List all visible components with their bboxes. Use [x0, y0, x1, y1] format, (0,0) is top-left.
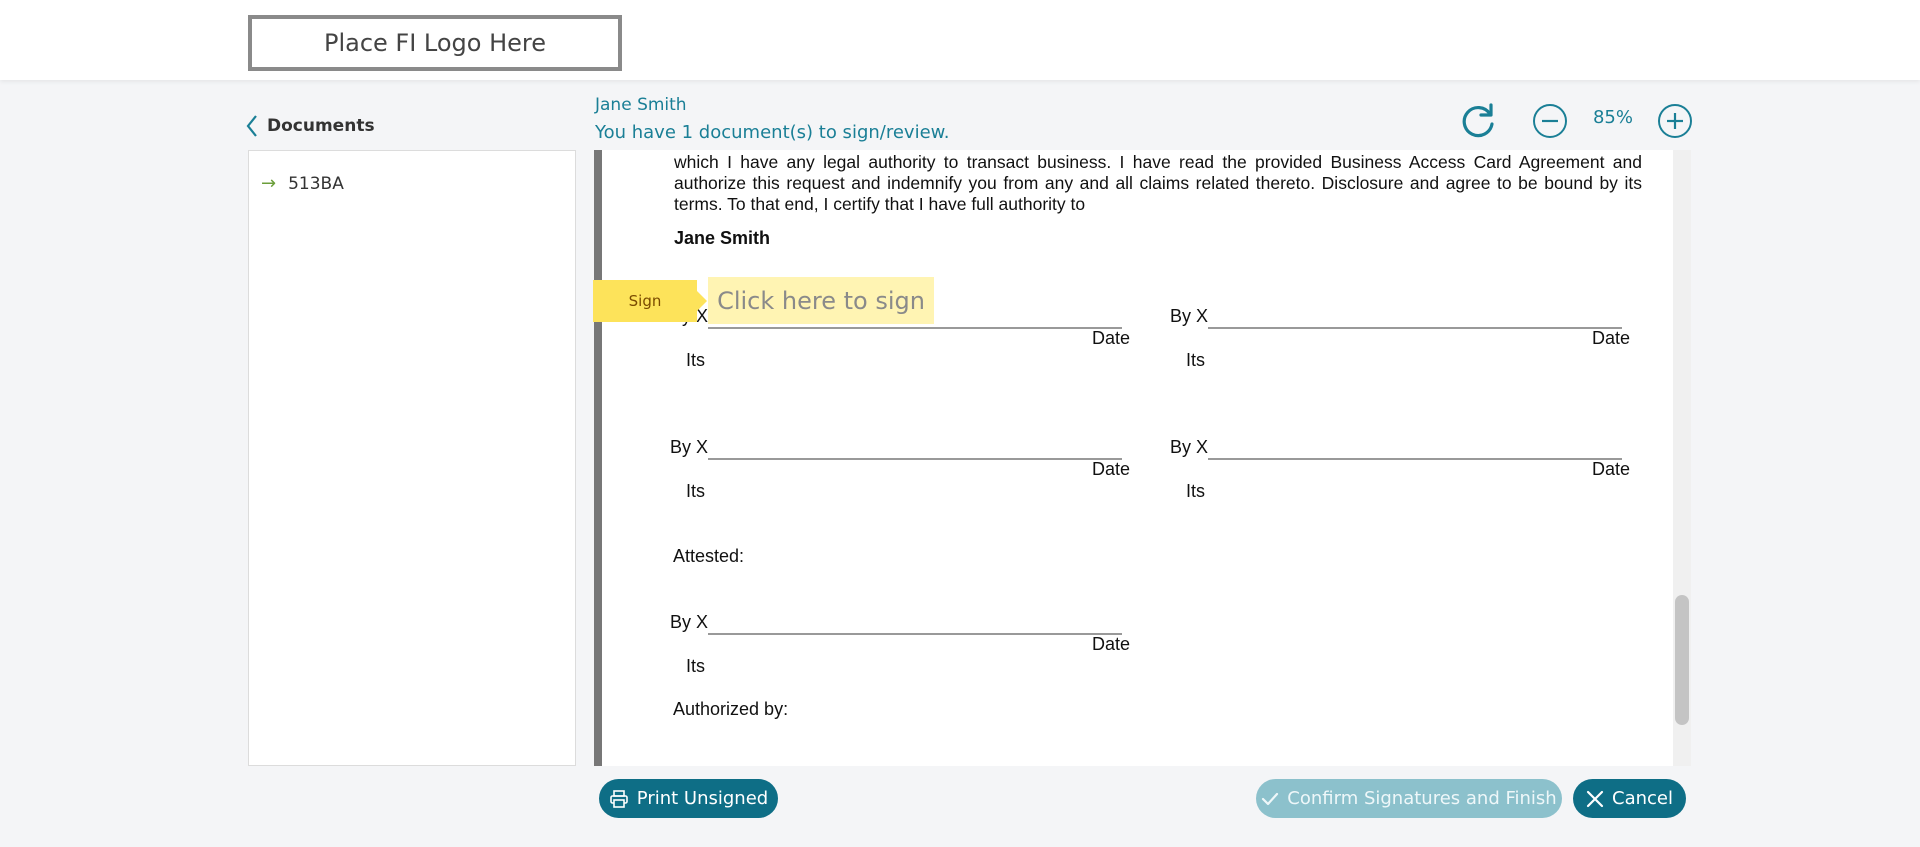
documents-list-panel	[248, 150, 576, 766]
checkmark-icon	[1261, 790, 1279, 808]
refresh-icon	[1458, 102, 1498, 142]
confirm-signatures-label: Confirm Signatures and Finish	[1287, 788, 1557, 809]
signature-line	[1208, 458, 1622, 460]
signature-block	[670, 437, 1130, 517]
documents-back-button[interactable]	[245, 114, 375, 138]
signature-block	[1170, 437, 1630, 517]
signature-by-label: By X	[1170, 437, 1209, 457]
institution-logo-placeholder: Place FI Logo Here	[248, 15, 622, 71]
signature-date-label: Date	[1091, 459, 1130, 479]
signature-date-label: Date	[1591, 459, 1630, 479]
arrow-right-icon: →	[261, 173, 277, 194]
signature-line	[708, 633, 1122, 635]
click-to-sign-field[interactable]: Click here to sign	[708, 277, 934, 324]
viewer-scrollbar-track[interactable]	[1673, 150, 1691, 766]
zoom-in-icon	[1657, 103, 1693, 139]
signature-date-label: Date	[1091, 328, 1130, 348]
print-unsigned-label: Print Unsigned	[636, 788, 769, 809]
viewer-left-border	[594, 150, 602, 766]
signature-line	[1208, 327, 1622, 329]
agreement-paragraph: which I have any legal authority to transact business. I have read the provided Business Access Card Agreement and authorize this request and indemnify you from any and all claims related thereto. Disclosure and agree to be bound by its terms. To that end, I certify that I have full authority to	[674, 152, 1642, 214]
signature-its-label: Its	[1186, 350, 1206, 370]
sign-here-tag[interactable]: Sign	[593, 280, 697, 322]
document-list-item-label: 513BA	[288, 173, 344, 194]
documents-title: Documents	[267, 116, 375, 136]
signature-by-label: By X	[1170, 306, 1209, 326]
signer-name-on-document: Jane Smith	[674, 228, 771, 248]
top-header-bar	[0, 0, 1920, 80]
signature-its-label: Its	[686, 481, 706, 501]
document-viewer[interactable]	[594, 150, 1691, 766]
zoom-in-button[interactable]	[1656, 102, 1694, 140]
signature-date-label: Date	[1591, 328, 1630, 348]
signature-block	[670, 612, 1130, 692]
signer-name-heading: Jane Smith	[595, 95, 687, 115]
printer-icon	[609, 789, 629, 809]
viewer-scrollbar-thumb[interactable]	[1675, 595, 1689, 725]
refresh-button[interactable]	[1456, 100, 1500, 144]
signature-its-label: Its	[1186, 481, 1206, 501]
zoom-out-button[interactable]	[1531, 102, 1569, 140]
confirm-signatures-button[interactable]	[1256, 779, 1562, 818]
print-unsigned-button[interactable]	[599, 779, 778, 818]
zoom-level-indicator: 85%	[1592, 107, 1633, 128]
close-icon	[1586, 790, 1604, 808]
signature-date-label: Date	[1091, 634, 1130, 654]
cancel-label: Cancel	[1612, 788, 1673, 809]
signature-by-label: By X	[670, 612, 709, 632]
attested-label: Attested:	[673, 546, 745, 566]
chevron-left-icon	[245, 114, 259, 138]
signature-by-label: By X	[670, 437, 709, 457]
signature-by-label: X	[696, 306, 709, 326]
signature-its-label: Its	[686, 656, 706, 676]
signature-block	[1170, 306, 1630, 386]
authorized-by-label: Authorized by:	[673, 699, 789, 719]
cancel-button[interactable]	[1573, 779, 1686, 818]
document-list-item[interactable]	[261, 173, 344, 194]
zoom-out-icon	[1532, 103, 1568, 139]
signature-its-label: Its	[686, 350, 706, 370]
signature-line	[708, 327, 1122, 329]
documents-to-sign-status: You have 1 document(s) to sign/review.	[595, 122, 950, 143]
signature-line	[708, 458, 1122, 460]
